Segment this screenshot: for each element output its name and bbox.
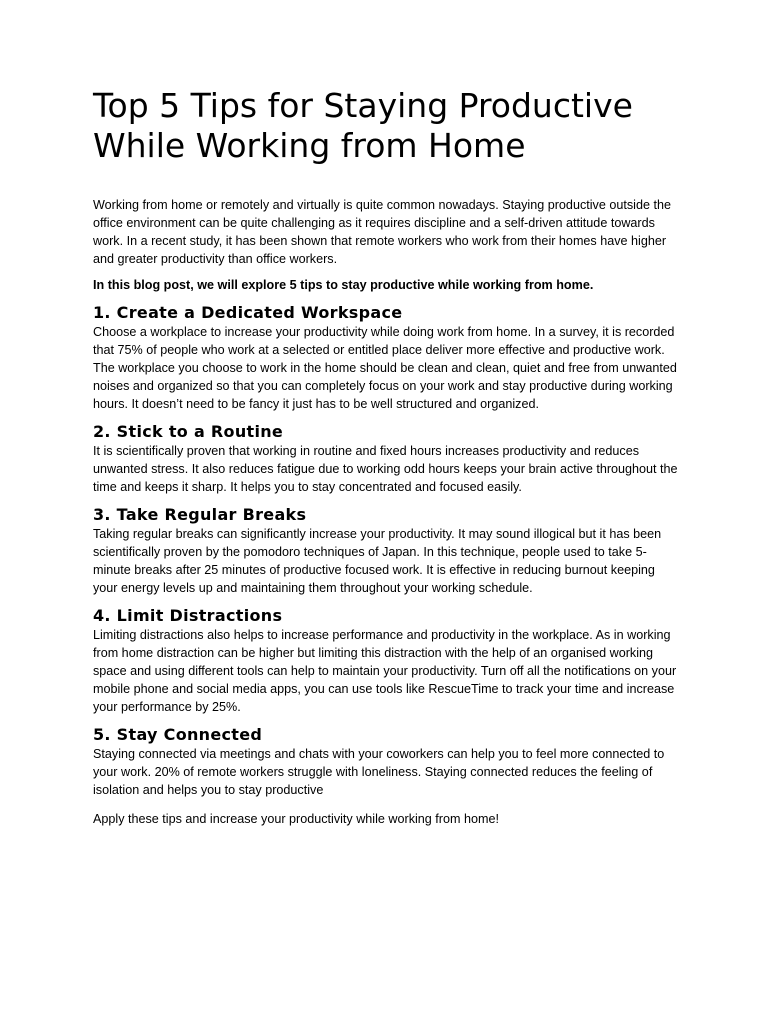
section-heading: 3. Take Regular Breaks [93, 505, 307, 524]
section-body: Limiting distractions also helps to increase performance and productivity in the workplace. As in working from home distraction can be higher but limiting this distraction with the help of an organised working space and using different tools can help to maintain your productivity. Turn off all the notifications on your mobile phone and social media apps, you can use tools like RescueTime to track your time and increase your performance by 25%. [93, 628, 677, 714]
section-body: It is scientifically proven that working in routine and fixed hours increases productivity and reduces unwanted stress. It also reduces fatigue due to working odd hours keeps your brain active throughout the time and keeps it sharp. It helps you to stay concentrated and focused easily. [93, 444, 678, 494]
section-heading: 5. Stay Connected [93, 725, 263, 744]
section-distractions [93, 606, 678, 716]
section-heading: 2. Stick to a Routine [93, 422, 284, 441]
section-body: Choose a workplace to increase your productivity while doing work from home. In a survey, it is recorded that 75% of people who work at a selected or entitled place deliver more effective and productive work. The workplace you choose to work in the home should be clean and clean, quiet and free from unwanted noises and organized so that you can completely focus on your work and stay productive during working hours. It doesn’t need to be fancy it just has to be well structured and organized. [93, 325, 677, 411]
document-title: Top 5 Tips for Staying Productive While Working from Home [93, 86, 633, 165]
section-connected [93, 725, 678, 799]
section-heading: 4. Limit Distractions [93, 606, 283, 625]
section-breaks [93, 505, 678, 597]
intro-paragraph: Working from home or remotely and virtually is quite common nowadays. Staying productive outside the office environment can be quite challenging as it requires discipline and a self-driven attitude towards work. In a recent study, it has been shown that remote workers who work from their homes have higher and greater productivity than office workers. [93, 198, 671, 266]
intro-bold-paragraph: In this blog post, we will explore 5 tips to stay productive while working from home. [93, 278, 594, 292]
section-heading: 1. Create a Dedicated Workspace [93, 303, 403, 322]
section-workspace [93, 303, 678, 413]
section-body: Taking regular breaks can significantly increase your productivity. It may sound illogical but it has been scientifically proven by the pomodoro techniques of Japan. In this technique, people used to take 5-minute breaks after 25 minutes of productive focused work. It is effective in reducing burnout keeping your energy levels up and maintaining them throughout your working schedule. [93, 527, 662, 595]
closing-paragraph: Apply these tips and increase your productivity while working from home! [93, 812, 499, 826]
section-routine [93, 422, 678, 496]
document-page [93, 86, 678, 836]
section-body: Staying connected via meetings and chats with your coworkers can help you to feel more connected to your work. 20% of remote workers struggle with loneliness. Staying connected reduces the feeling of isolation and helps you to stay productive [93, 747, 665, 797]
